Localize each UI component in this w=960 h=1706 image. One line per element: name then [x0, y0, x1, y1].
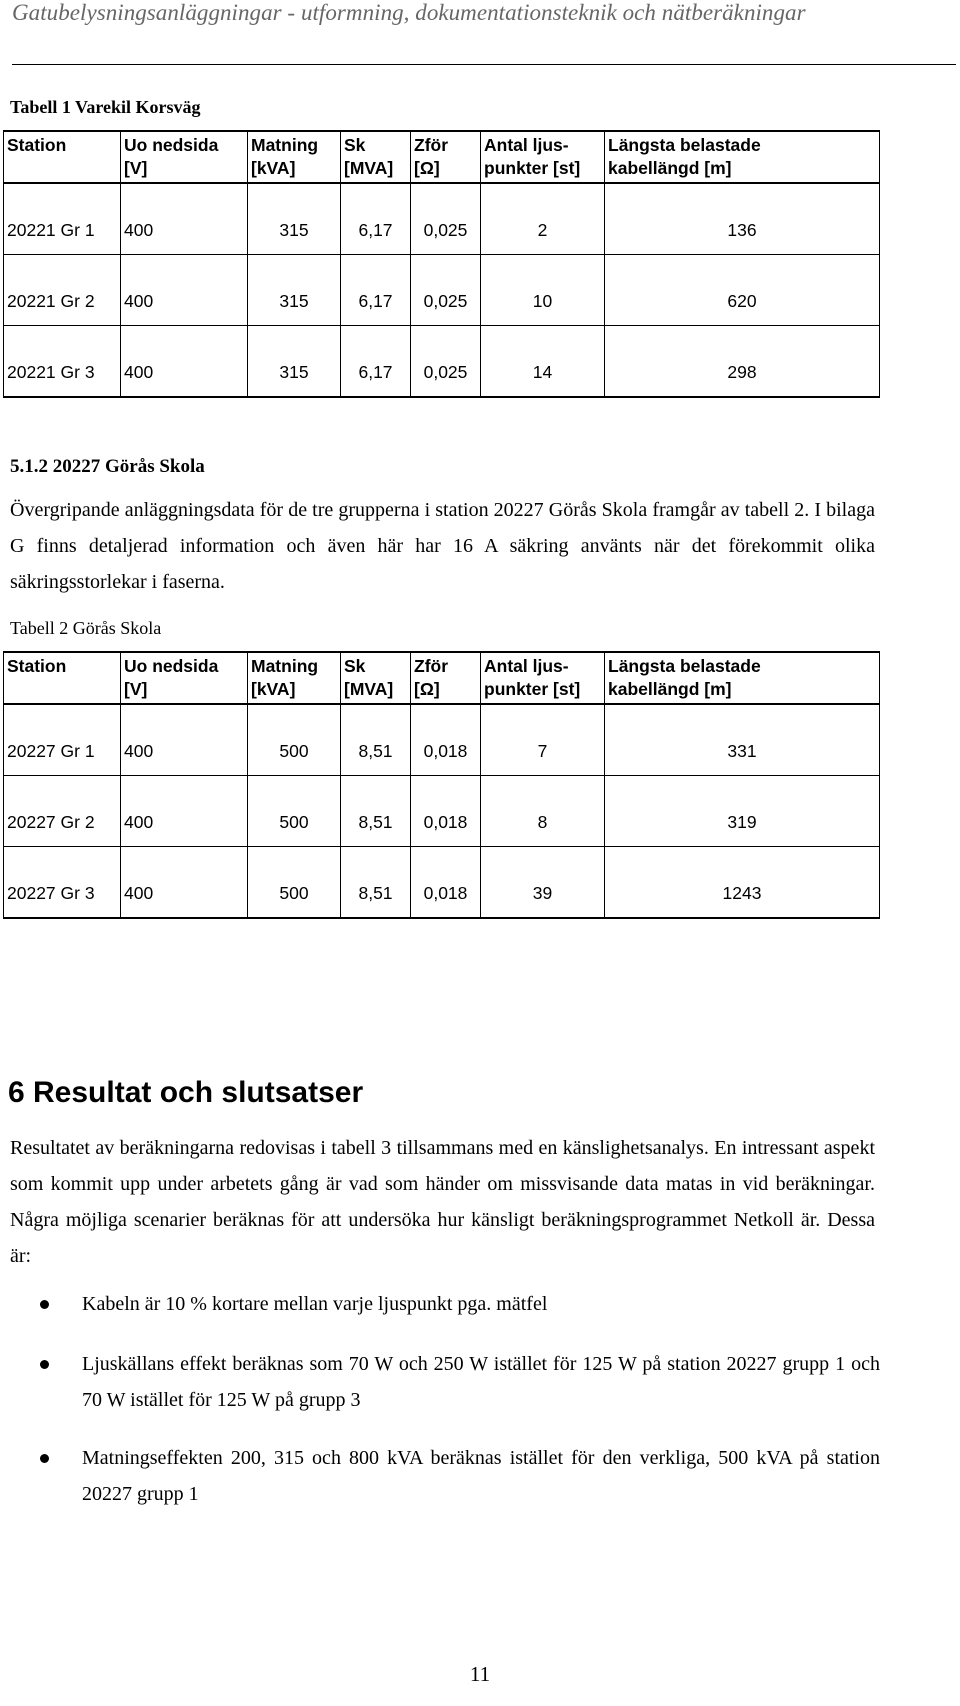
list-item-text: Kabeln är 10 % kortare mellan varje ljuspunkt pga. mätfel [82, 1293, 548, 1315]
column-header: Antal ljus- [481, 652, 605, 678]
table-row [4, 798, 880, 847]
table-cell: 6,17 [341, 206, 411, 255]
section-heading-6: 6 Resultat och slutsatser [8, 1076, 364, 1109]
table-cell: 0,025 [411, 348, 481, 397]
column-unit: kabellängd [m] [605, 157, 880, 183]
column-unit: [kVA] [248, 157, 341, 183]
table-row-spacer [4, 704, 880, 727]
table-cell: 0,018 [411, 798, 481, 847]
table-cell: 319 [605, 798, 880, 847]
table-cell: 400 [121, 348, 248, 397]
column-header: Sk [341, 131, 411, 157]
column-header: Antal ljus- [481, 131, 605, 157]
table-header-row-units [4, 678, 880, 704]
table-cell: 500 [248, 727, 341, 776]
column-unit: punkter [st] [481, 678, 605, 704]
table-cell: 8,51 [341, 869, 411, 918]
bullet-icon [40, 1300, 49, 1309]
table-cell: 0,025 [411, 277, 481, 326]
table-cell: 298 [605, 348, 880, 397]
section-6-paragraph: Resultatet av beräkningarna redovisas i tabell 3 tillsammans med en känslighetsanalys. En intressant aspekt som kommit upp under arbetets gång är vad som händer om missvisande data matas in vid beräkningar. Några möjliga scenarier beräknas för att undersöka hur känsligt beräkningsprogrammet Netkoll är. Dessa är: [10, 1137, 875, 1267]
table-cell: 7 [481, 727, 605, 776]
header-divider [12, 64, 956, 65]
table2 [3, 651, 880, 919]
table-row [4, 277, 880, 326]
table-cell: 6,17 [341, 348, 411, 397]
table-cell: 8,51 [341, 727, 411, 776]
table-header-row [4, 131, 880, 157]
column-unit [4, 678, 121, 704]
table2-caption: Tabell 2 Görås Skola [10, 618, 162, 638]
column-unit: punkter [st] [481, 157, 605, 183]
table-row [4, 206, 880, 255]
column-header: Zför [411, 652, 481, 678]
running-header-title: Gatubelysningsanläggningar - utformning, dokumentationsteknik och nätberäkningar [12, 0, 806, 25]
column-header: Matning [248, 652, 341, 678]
table-cell: 500 [248, 798, 341, 847]
table-cell: 400 [121, 798, 248, 847]
column-unit: [kVA] [248, 678, 341, 704]
table-row [4, 727, 880, 776]
column-header: Station [4, 131, 121, 157]
column-header: Sk [341, 652, 411, 678]
column-header: Uo nedsida [121, 652, 248, 678]
table-cell: 315 [248, 277, 341, 326]
table-cell-station: 20221 Gr 3 [4, 348, 121, 397]
column-header: Zför [411, 131, 481, 157]
page-number: 11 [469, 1662, 491, 1686]
table1-grid [3, 130, 880, 398]
running-header [0, 0, 960, 30]
table-cell: 331 [605, 727, 880, 776]
table-cell: 315 [248, 348, 341, 397]
list-item-text: Matningseffekten 200, 315 och 800 kVA beräknas istället för den verkliga, 500 kVA på station 20227 grupp 1 [82, 1447, 880, 1505]
table-row-spacer [4, 847, 880, 870]
table1 [3, 130, 880, 398]
table-cell: 400 [121, 206, 248, 255]
table-row-spacer [4, 183, 880, 206]
table-cell: 2 [481, 206, 605, 255]
column-unit: [MVA] [341, 678, 411, 704]
table-cell-station: 20221 Gr 2 [4, 277, 121, 326]
column-unit [4, 157, 121, 183]
bullet-list [10, 1286, 880, 1512]
table-cell: 400 [121, 727, 248, 776]
column-header: Längsta belastade [605, 131, 880, 157]
list-item-text: Ljuskällans effekt beräknas som 70 W och 250 W istället för 125 W på station 20227 grupp 1 och 70 W istället för 125 W på grupp 3 [82, 1353, 880, 1411]
table-cell: 315 [248, 206, 341, 255]
bullet-icon [40, 1360, 49, 1369]
table-cell: 400 [121, 869, 248, 918]
list-item [10, 1346, 880, 1418]
table-cell: 0,025 [411, 206, 481, 255]
table-cell: 8 [481, 798, 605, 847]
table-cell: 400 [121, 277, 248, 326]
section-heading-5-1-2: 5.1.2 20227 Görås Skola [10, 456, 205, 477]
table-cell: 620 [605, 277, 880, 326]
table2-grid [3, 651, 880, 919]
column-unit: [V] [121, 157, 248, 183]
table-header-row-units [4, 157, 880, 183]
list-item [10, 1440, 880, 1512]
table-cell: 10 [481, 277, 605, 326]
table-cell: 39 [481, 869, 605, 918]
table-cell-station: 20227 Gr 2 [4, 798, 121, 847]
column-unit: [MVA] [341, 157, 411, 183]
table-cell-station: 20227 Gr 1 [4, 727, 121, 776]
table-header-row [4, 652, 880, 678]
column-header: Matning [248, 131, 341, 157]
table-cell: 136 [605, 206, 880, 255]
table-cell: 500 [248, 869, 341, 918]
table-cell: 8,51 [341, 798, 411, 847]
table-row-spacer [4, 326, 880, 349]
table-cell: 6,17 [341, 277, 411, 326]
table-cell: 0,018 [411, 727, 481, 776]
list-item [10, 1286, 880, 1322]
table-row-spacer [4, 255, 880, 278]
column-unit: [Ω] [411, 678, 481, 704]
table-row [4, 869, 880, 918]
column-unit: [V] [121, 678, 248, 704]
column-unit: [Ω] [411, 157, 481, 183]
bullet-icon [40, 1454, 49, 1463]
column-header: Uo nedsida [121, 131, 248, 157]
section-5-1-2-paragraph: Övergripande anläggningsdata för de tre grupperna i station 20227 Görås Skola framgår av tabell 2. I bilaga G finns detaljerad information och även här har 16 A säkring använts när det förekommit olika säkringsstorlekar i faserna. [10, 499, 875, 593]
table-cell-station: 20227 Gr 3 [4, 869, 121, 918]
table1-caption: Tabell 1 Varekil Korsväg [10, 97, 201, 117]
table-row [4, 348, 880, 397]
table-cell: 0,018 [411, 869, 481, 918]
table-cell: 14 [481, 348, 605, 397]
table-row-spacer [4, 776, 880, 799]
column-header: Station [4, 652, 121, 678]
table-cell-station: 20221 Gr 1 [4, 206, 121, 255]
column-unit: kabellängd [m] [605, 678, 880, 704]
column-header: Längsta belastade [605, 652, 880, 678]
table-cell: 1243 [605, 869, 880, 918]
